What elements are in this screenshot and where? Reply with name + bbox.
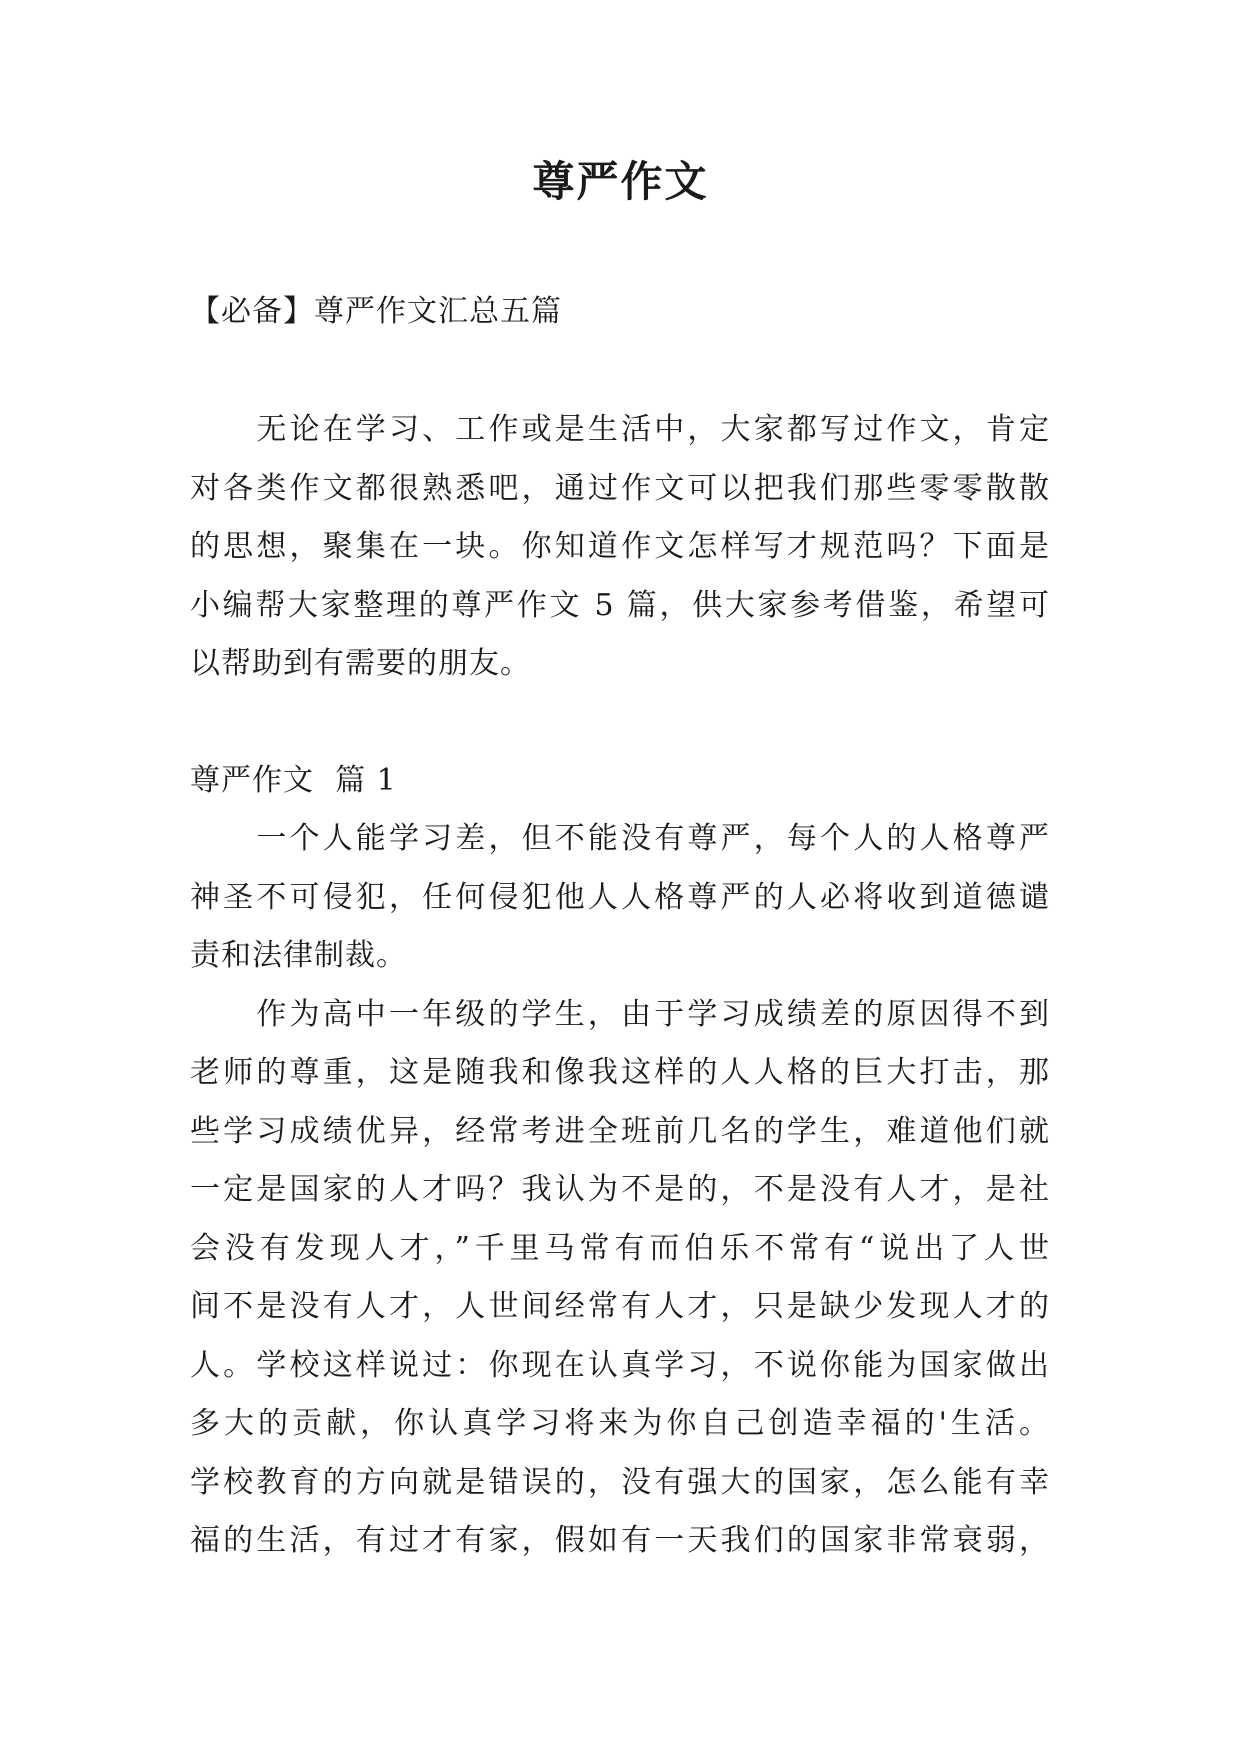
body-line: 责和法律制裁。 <box>190 938 407 973</box>
body-line: 些学习成绩优异，经常考进全班前几名的学生，难道他们就 <box>190 1113 1050 1149</box>
intro-line: 对各类作文都很熟悉吧，通过作文可以把我们那些零零散散 <box>190 470 1050 506</box>
body-line: 会没有发现人才，”千里马常有而伯乐不常有“说出了人世 <box>190 1230 1050 1266</box>
body-line: 多大的贡献，你认真学习将来为你自己创造幸福的'生活。 <box>190 1406 1050 1441</box>
intro-line: 无论在学习、工作或是生活中，大家都写过作文，肯定 <box>190 412 1050 447</box>
body-line: 一个人能学习差，但不能没有尊严，每个人的人格尊严 <box>190 821 1050 856</box>
document-title: 尊严作文 <box>532 157 709 206</box>
intro-line: 的思想，聚集在一块。你知道作文怎样写才规范吗？下面是 <box>190 529 1050 564</box>
intro-line: 小编帮大家整理的尊严作文 5 篇，供大家参考借鉴，希望可 <box>190 587 1050 623</box>
body-line: 间不是没有人才，人世间经常有人才，只是缺少发现人才的 <box>190 1289 1050 1324</box>
body-line: 学校教育的方向就是错误的，没有强大的国家，怎么能有幸 <box>190 1464 1050 1500</box>
intro-line: 以帮助到有需要的朋友。 <box>190 646 531 681</box>
body-line: 一定是国家的人才吗？我认为不是的，不是没有人才，是社 <box>190 1172 1050 1207</box>
body-line: 老师的尊重，这是随我和像我这样的人人格的巨大打击，那 <box>190 1055 1050 1090</box>
body-line: 人。学校这样说过：你现在认真学习，不说你能为国家做出 <box>190 1347 1050 1383</box>
document-subtitle: 【必备】尊严作文汇总五篇 <box>190 294 562 329</box>
body-line: 作为高中一年级的学生，由于学习成绩差的原因得不到 <box>190 996 1050 1032</box>
body-line: 福的生活，有过才有家，假如有一天我们的国家非常衰弱， <box>190 1523 1050 1558</box>
essay-body <box>190 810 1050 1571</box>
body-line: 神圣不可侵犯，任何侵犯他人人格尊严的人必将收到道德谴 <box>190 879 1050 915</box>
section-heading: 尊严作文 篇 1 <box>190 763 397 798</box>
intro-paragraph <box>190 401 1050 694</box>
